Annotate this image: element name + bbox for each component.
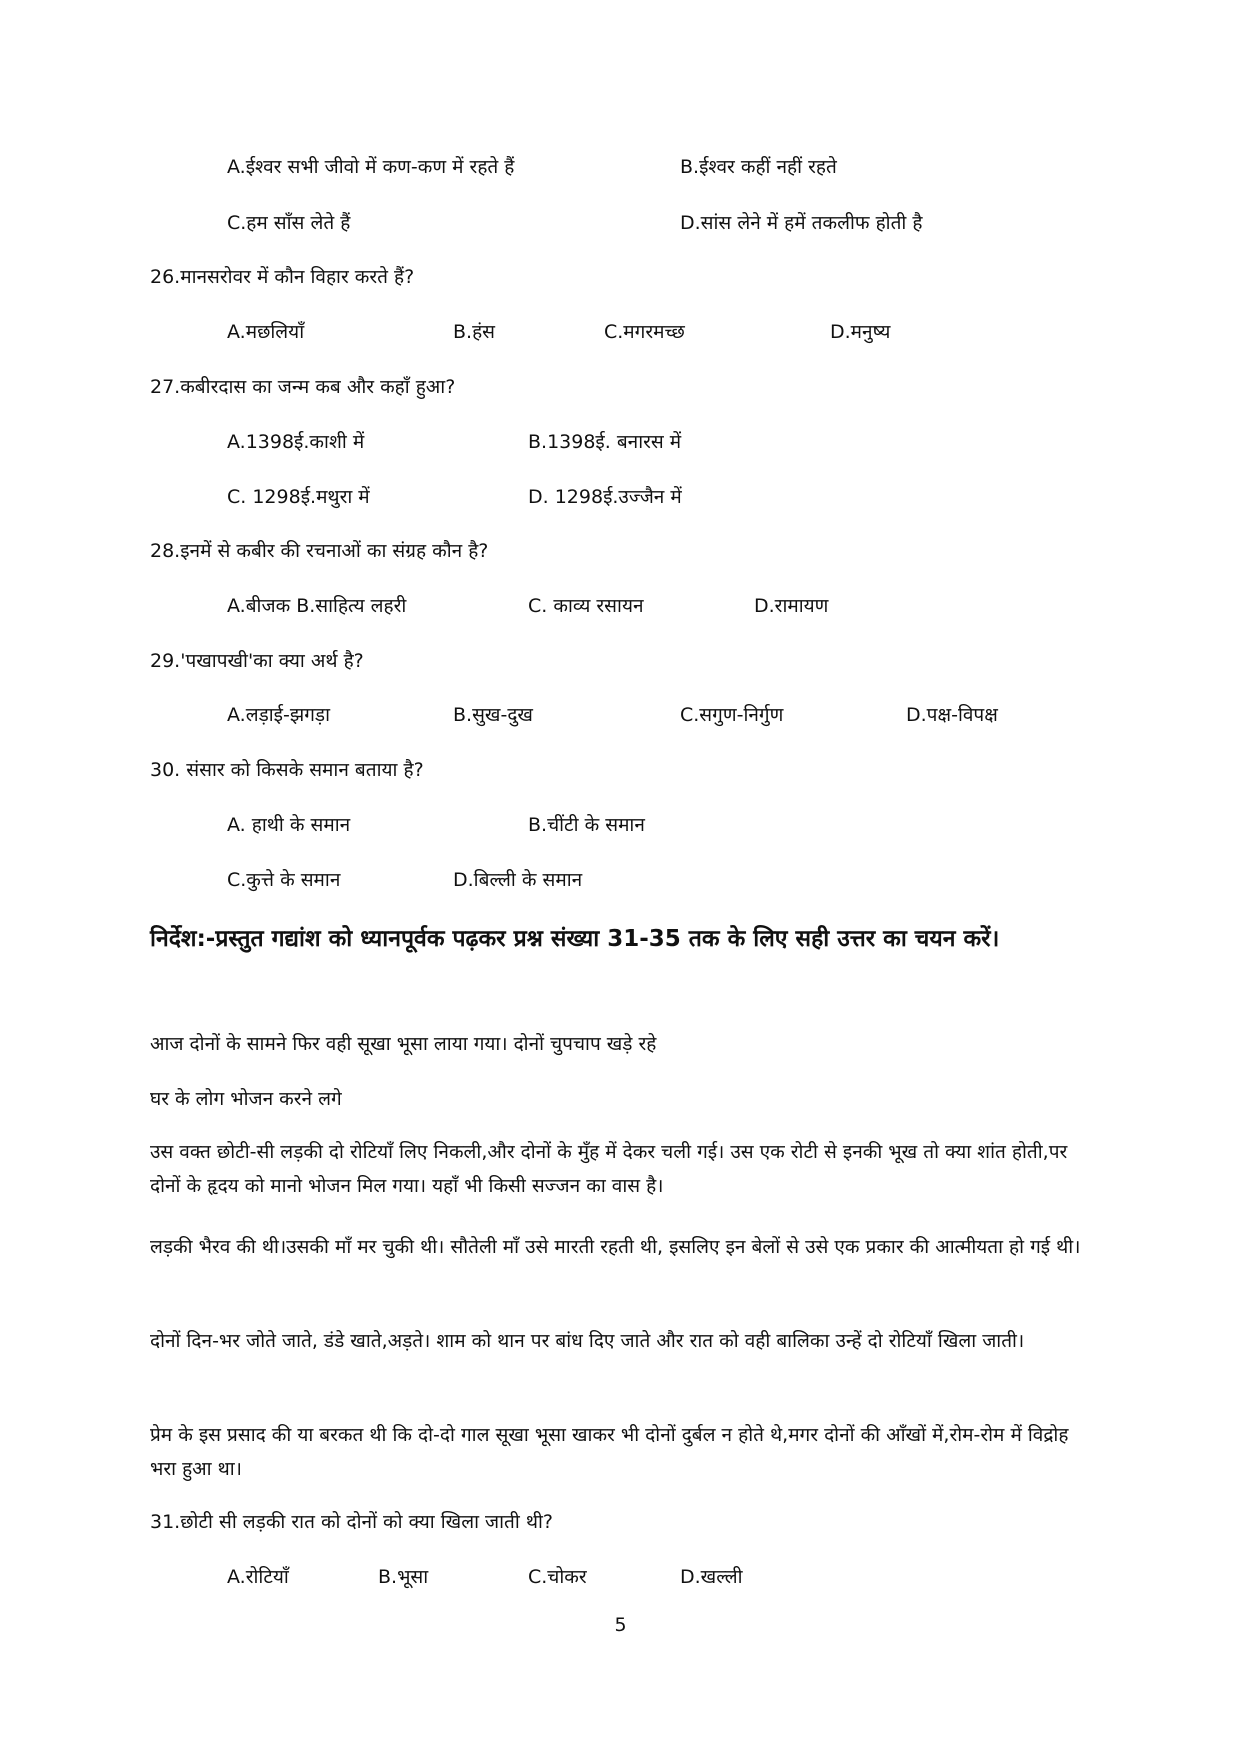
q27-option-b: B.1398ई. बनारस में <box>528 431 682 453</box>
passage-paragraph: घर के लोग भोजन करने लगे <box>150 1088 342 1110</box>
q28-option-ab: A.बीजक B.साहित्य लहरी <box>227 595 407 617</box>
q27-option-d: D. 1298ई.उज्जैन में <box>528 486 682 508</box>
q29-option-c: C.सगुण-निर्गुण <box>680 704 784 726</box>
q29-option-d: D.पक्ष-विपक्ष <box>906 704 998 726</box>
question-28: 28.इनमें से कबीर की रचनाओं का संग्रह कौन है? <box>150 540 489 562</box>
q25-option-b: B.ईश्वर कहीं नहीं रहते <box>680 156 837 178</box>
q29-option-a: A.लड़ाई-झगड़ा <box>227 704 331 726</box>
question-29: 29.'पखापखी'का क्या अर्थ है? <box>150 650 364 672</box>
q31-option-d: D.खल्ली <box>680 1566 743 1588</box>
passage-paragraph: दोनों दिन-भर जोते जाते, डंडे खाते,अड़ते। शाम को थान पर बांध दिए जाते और रात को वही बालिका उन्हें दो रोटियाँ खिला जाती। <box>150 1330 1025 1352</box>
passage-paragraph: आज दोनों के सामने फिर वही सूखा भूसा लाया गया। दोनों चुपचाप खड़े रहे <box>150 1033 657 1055</box>
q29-option-b: B.सुख-दुख <box>453 704 533 726</box>
q30-option-c: C.कुत्ते के समान <box>227 869 341 891</box>
q30-option-a: A. हाथी के समान <box>227 814 351 836</box>
q26-option-c: C.मगरमच्छ <box>604 321 685 343</box>
question-26: 26.मानसरोवर में कौन विहार करते हैं? <box>150 266 415 288</box>
q27-option-c: C. 1298ई.मथुरा में <box>227 486 370 508</box>
q26-option-a: A.मछलियाँ <box>227 321 305 343</box>
q25-option-c: C.हम साँस लेते हैं <box>227 212 351 234</box>
q31-option-a: A.रोटियाँ <box>227 1566 289 1588</box>
passage-paragraph: प्रेम के इस प्रसाद की या बरकत थी कि दो-दो गाल सूखा भूसा खाकर भी दोनों दुर्बल न होते थे,मगर दोनों की आँखों में,रोम-रोम में विद्रोह भरा हुआ था। <box>150 1424 1069 1480</box>
q26-option-b: B.हंस <box>453 321 496 343</box>
q25-option-d: D.सांस लेने में हमें तकलीफ होती है <box>680 212 923 234</box>
q27-option-a: A.1398ई.काशी में <box>227 431 365 453</box>
question-31: 31.छोटी सी लड़की रात को दोनों को क्या खिला जाती थी? <box>150 1511 553 1533</box>
q30-option-b: B.चींटी के समान <box>528 814 645 836</box>
question-27: 27.कबीरदास का जन्म कब और कहाँ हुआ? <box>150 376 456 398</box>
question-30: 30. संसार को किसके समान बताया है? <box>150 759 424 781</box>
passage-instruction: निर्देश:-प्रस्तुत गद्यांश को ध्यानपूर्वक पढ़कर प्रश्न संख्या 31-35 तक के लिए सही उत्तर का चयन करें। <box>150 926 1000 952</box>
q31-option-c: C.चोकर <box>528 1566 587 1588</box>
q28-option-d: D.रामायण <box>754 595 829 617</box>
q30-option-d: D.बिल्ली के समान <box>453 869 583 891</box>
passage-paragraph: उस वक्त छोटी-सी लड़की दो रोटियाँ लिए निकली,और दोनों के मुँह में देकर चली गई। उस एक रोटी से इनकी भूख तो क्या शांत होती,पर दोनों के हृदय को मानो भोजन मिल गया। यहाँ भी किसी सज्जन का वास है। <box>150 1141 1068 1197</box>
q31-option-b: B.भूसा <box>378 1566 429 1588</box>
q25-option-a: A.ईश्वर सभी जीवो में कण-कण में रहते हैं <box>227 156 515 178</box>
q26-option-d: D.मनुष्य <box>830 321 891 343</box>
q28-option-c: C. काव्य रसायन <box>528 595 644 617</box>
page-number: 5 <box>614 1614 627 1636</box>
passage-paragraph: लड़की भैरव की थी।उसकी माँ मर चुकी थी। सौतेली माँ उसे मारती रहती थी, इसलिए इन बेलों से उसे एक प्रकार की आत्मीयता हो गई थी। <box>150 1236 1081 1258</box>
